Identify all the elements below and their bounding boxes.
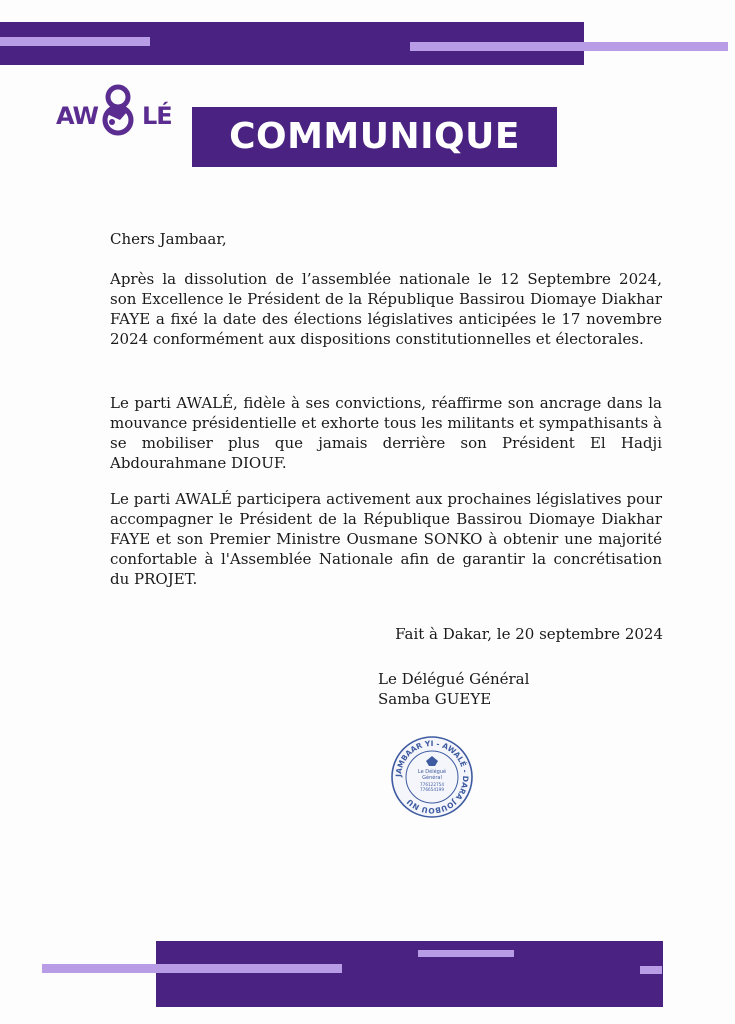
paragraph-text: Après la dissolution de l’assemblée nationale le 12 Septembre 2024, son Excellence le Président de la République Bassirou Diomaye Diakhar FAYE a fixé la date des élections législatives anticipées le 17 novembre 2024 conformément aux dispositions constitutionnelles et électorales.: [110, 270, 662, 348]
stamp-center-subtitle: Général: [422, 775, 442, 781]
top-band-light-right: [410, 42, 728, 51]
paragraph-convictions: [110, 393, 662, 473]
awale-logo: [56, 84, 186, 140]
communique-title: COMMUNIQUE: [192, 107, 557, 167]
top-band-light-left: [0, 37, 150, 46]
official-stamp: [390, 735, 474, 819]
stamp-center-title: Le Délégué: [417, 769, 447, 775]
logo-text-left: AW: [56, 102, 98, 130]
paragraph-text: Le parti AWALÉ participera activement aux prochaines législatives pour accompagner le Président de la République Bassirou Diomaye Diakhar FAYE et son Premier Ministre Ousmane SONKO à obtenir une majorité confortable à l'Assemblée Nationale afin de garantir la concrétisation du PROJET.: [110, 490, 662, 588]
stamp-phone-2: 776654199: [420, 787, 444, 792]
signatory-title: Le Délégué Général: [378, 670, 530, 688]
stamp-ring-text: JAMBAAR YI - AWALÉ - DARA JOUBOU NU: [393, 738, 471, 816]
awale-logo-mark-icon: [96, 84, 144, 140]
signatory-name: Samba GUEYE: [378, 690, 492, 708]
bottom-band-light-left: [42, 964, 342, 973]
bottom-band-light-right: [640, 966, 662, 974]
bottom-band-light-mid: [418, 950, 514, 957]
logo-text-right: LÉ: [142, 102, 172, 130]
place-date: Fait à Dakar, le 20 septembre 2024: [395, 625, 663, 643]
stamp-phone-1: 776122754: [420, 782, 444, 787]
paragraph-legislatives: [110, 489, 662, 589]
paragraph-text: Le parti AWALÉ, fidèle à ses convictions, réaffirme son ancrage dans la mouvance présidentielle et exhorte tous les militants et sympathisants à se mobiliser plus que jamais derrière son Président El Hadji Abdourahmane DIOUF.: [110, 394, 662, 472]
paragraph-dissolution: [110, 269, 662, 349]
salutation: Chers Jambaar,: [110, 230, 227, 248]
bottom-band-dark: [156, 941, 663, 1007]
